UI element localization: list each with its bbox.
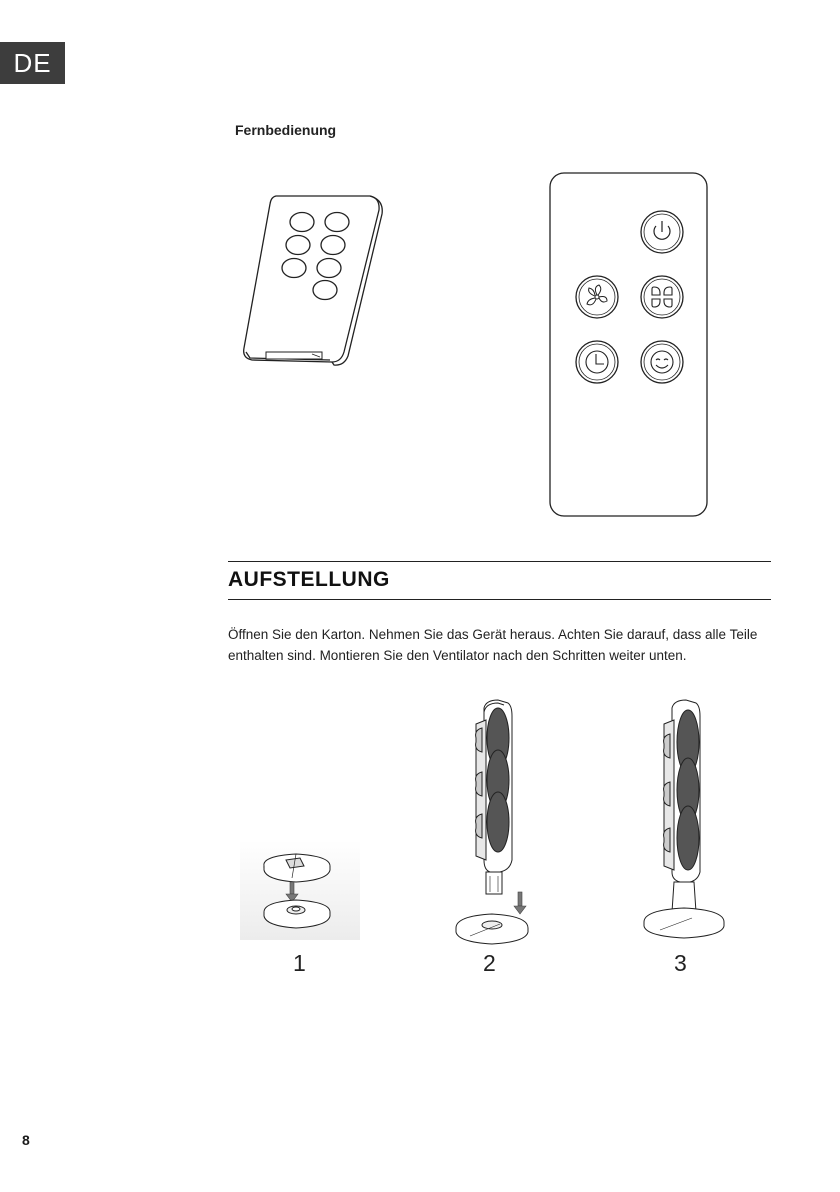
step-number-1: 1 (293, 950, 306, 976)
remote-section-title: Fernbedienung (235, 122, 337, 138)
setup-paragraph: Öffnen Sie den Karton. Nehmen Sie das Gerät heraus. Achten Sie darauf, dass alle Teile enthalten sind. Montieren Sie den Ventilator nach den Schritten weiter unten. (228, 627, 758, 663)
step-number-2: 2 (483, 950, 496, 976)
language-badge: DE (0, 42, 65, 84)
page-number: 8 (22, 1132, 30, 1148)
section-title: AUFSTELLUNG (228, 568, 390, 591)
step-number-3: 3 (674, 950, 687, 976)
